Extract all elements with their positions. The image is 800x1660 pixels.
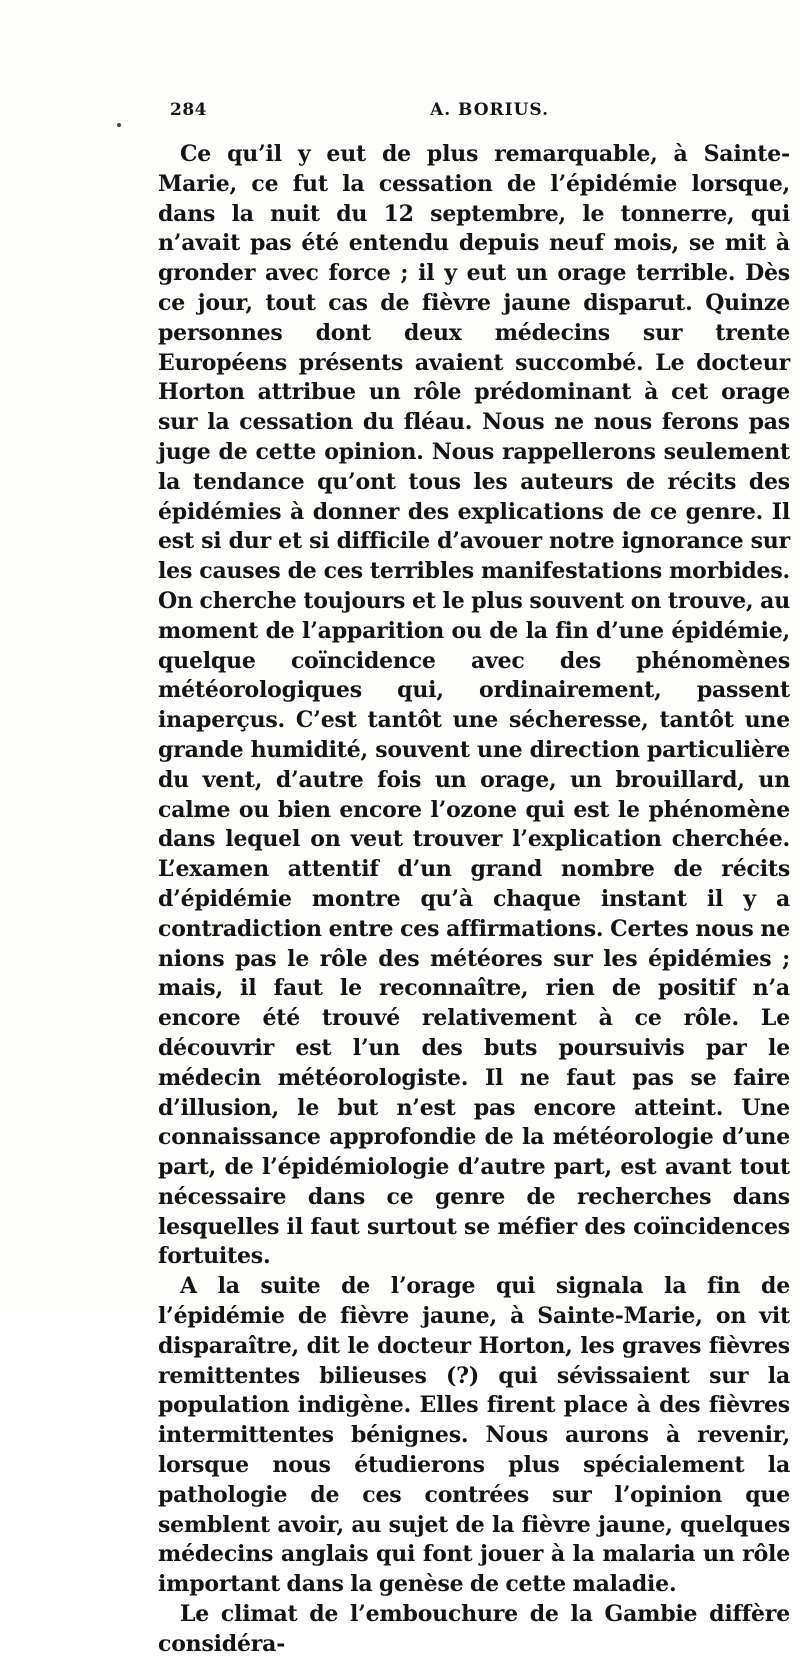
margin-mark bbox=[117, 123, 121, 127]
body-text bbox=[158, 140, 790, 1660]
running-head: A. BORIUS. bbox=[430, 100, 550, 120]
paragraph: Ce qu’il y eut de plus remarquable, à Sainte-Marie, ce fut la cessation de l’épidémie lorsque, dans la nuit du 12 septembre, le tonnerre, qui n’avait pas été entendu depuis neuf mois, se mit à gronder avec force ; il y eut un orage terrible. Dès ce jour, tout cas de fièvre jaune disparut. Quinze personnes dont deux médecins sur trente Européens présents avaient succombé. Le docteur Horton attribue un rôle prédominant à cet orage sur la cessation du fléau. Nous ne nous ferons pas juge de cette opinion. Nous rappellerons seulement la tendance qu’ont tous les auteurs de récits des épidémies à donner des explications de ce genre. Il est si dur et si difficile d’avouer notre ignorance sur les causes de ces terribles manifestations morbides. On cherche toujours et le plus souvent on trouve, au moment de l’apparition ou de la fin d’une épidémie, quelque coïncidence avec des phénomènes météorologiques qui, ordinairement, passent inaperçus. C’est tantôt une sécheresse, tantôt une grande humidité, souvent une direction particulière du vent, d’autre fois un orage, un brouillard, un calme ou bien encore l’ozone qui est le phénomène dans lequel on veut trouver l’explication cherchée. L’examen attentif d’un grand nombre de récits d’épidémie montre qu’à chaque instant il y a contradiction entre ces affirmations. Certes nous ne nions pas le rôle des météores sur les épidémies ; mais, il faut le reconnaître, rien de positif n’a encore été trouvé relativement à ce rôle. Le découvrir est l’un des buts poursuivis par le médecin météorologiste. Il ne faut pas se faire d’illusion, le but n’est pas encore atteint. Une connaissance approfondie de la météorologie d’une part, de l’épidémiologie d’autre part, est avant tout nécessaire dans ce genre de recherches dans lesquelles il faut surtout se méfier des coïncidences fortuites. bbox=[158, 141, 790, 1270]
page-number: 284 bbox=[170, 100, 207, 120]
page-header bbox=[150, 100, 790, 132]
paragraph: A la suite de l’orage qui signala la fin de l’épidémie de fièvre jaune, à Sainte-Marie, on vit disparaître, dit le docteur Horton, les graves fièvres remittentes bilieuses (?) qui sévissaient sur la population indigène. Elles firent place à des fièvres intermittentes bénignes. Nous aurons à revenir, lorsque nous étudierons plus spécialement la pathologie de ces contrées sur l’opinion que semblent avoir, au sujet de la fièvre jaune, quelques médecins anglais qui font jouer à la malaria un rôle important dans la genèse de cette maladie. bbox=[158, 1273, 790, 1598]
paragraph: Le climat de l’embouchure de la Gambie diffère considéra- bbox=[158, 1601, 790, 1657]
